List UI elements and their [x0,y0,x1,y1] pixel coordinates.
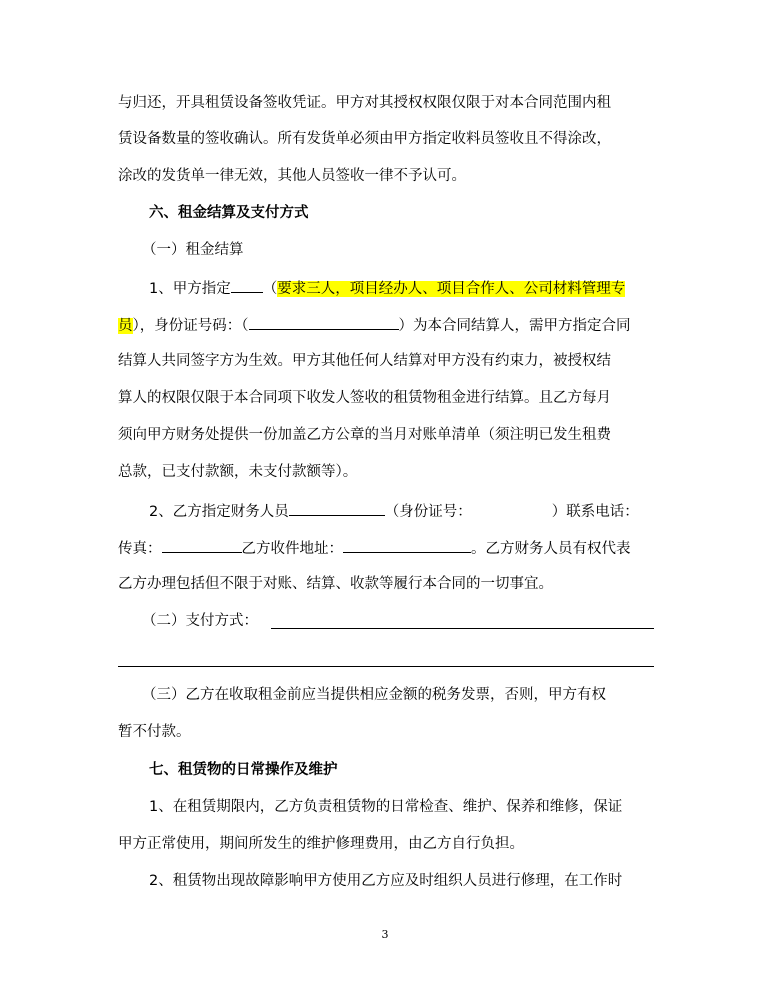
para-line: 甲方正常使用，期间所发生的维护修理费用，由乙方自行负担。 [118,836,524,852]
para-line: 1、在租赁期限内，乙方负责租赁物的日常检查、维护、保养和维修，保证 [149,799,623,815]
item-text: （身份证号： [384,504,472,520]
para-line: 与归还，开具租赁设备签收凭证。甲方对其授权权限仅限于对本合同范围内租 [118,95,611,111]
blank-field [231,277,263,293]
para-line: 总款，已支付款额，未支付款额等）。 [118,464,358,480]
item-text: 乙方收件地址： [241,541,343,557]
item-text: 。乙方财务人员有权代表 [471,541,631,557]
item-text: ）联系电话： [551,504,639,520]
section-heading: 六、租金结算及支付方式 [149,205,309,221]
item-text: 传真： [118,541,162,557]
page-number: 3 [381,928,389,941]
item-text: ），身份证号码：（ [132,318,249,334]
para-line: 结算人共同签字方为生效。甲方其他任何人结算对甲方没有约束力，被授权结 [118,353,611,369]
para-line: （三）乙方在收取租金前应当提供相应金额的税务发票，否则，甲方有权 [142,687,606,703]
item-text: 2、乙方指定财务人员 [149,504,289,520]
highlighted-text: 员 [118,318,133,334]
item-text: ）为本合同结算人，需甲方指定合同 [398,318,631,334]
item-line [118,314,631,336]
para-line: 赁设备数量的签收确认。所有发货单必须由甲方指定收料员签收且不得涂改， [118,131,611,147]
blank-field [343,537,471,553]
blank-field [162,537,242,553]
para-line: 2、租赁物出现故障影响甲方使用乙方应及时组织人员进行修理，在工作时 [149,873,623,889]
item-text: （ [262,281,278,297]
blank-field [289,500,385,516]
item-line [118,537,631,559]
para-line: 暂不付款。 [118,724,191,740]
section-heading: 七、租赁物的日常操作及维护 [149,762,338,778]
highlighted-text: 要求三人，项目经办人、项目合作人、公司材料管理专 [277,281,626,297]
blank-line [118,666,654,667]
para-line: 涂改的发货单一律无效，其他人员签收一律不予认可。 [118,168,466,184]
subsection-heading: （二）支付方式： [142,613,258,629]
para-line: 算人的权限仅限于本合同项下收发人签收的租赁物租金进行结算。且乙方每月 [118,390,611,406]
blank-line [271,628,654,629]
item-line [149,500,639,522]
item-text: 1、甲方指定 [149,281,231,297]
blank-field [249,314,399,330]
para-line: 须向甲方财务处提供一份加盖乙方公章的当月对账单清单（须注明已发生租费 [118,427,611,443]
item-line [149,277,625,299]
subsection-heading: （一）租金结算 [142,242,244,258]
para-line: 乙方办理包括但不限于对账、结算、收款等履行本合同的一切事宜。 [118,576,553,592]
